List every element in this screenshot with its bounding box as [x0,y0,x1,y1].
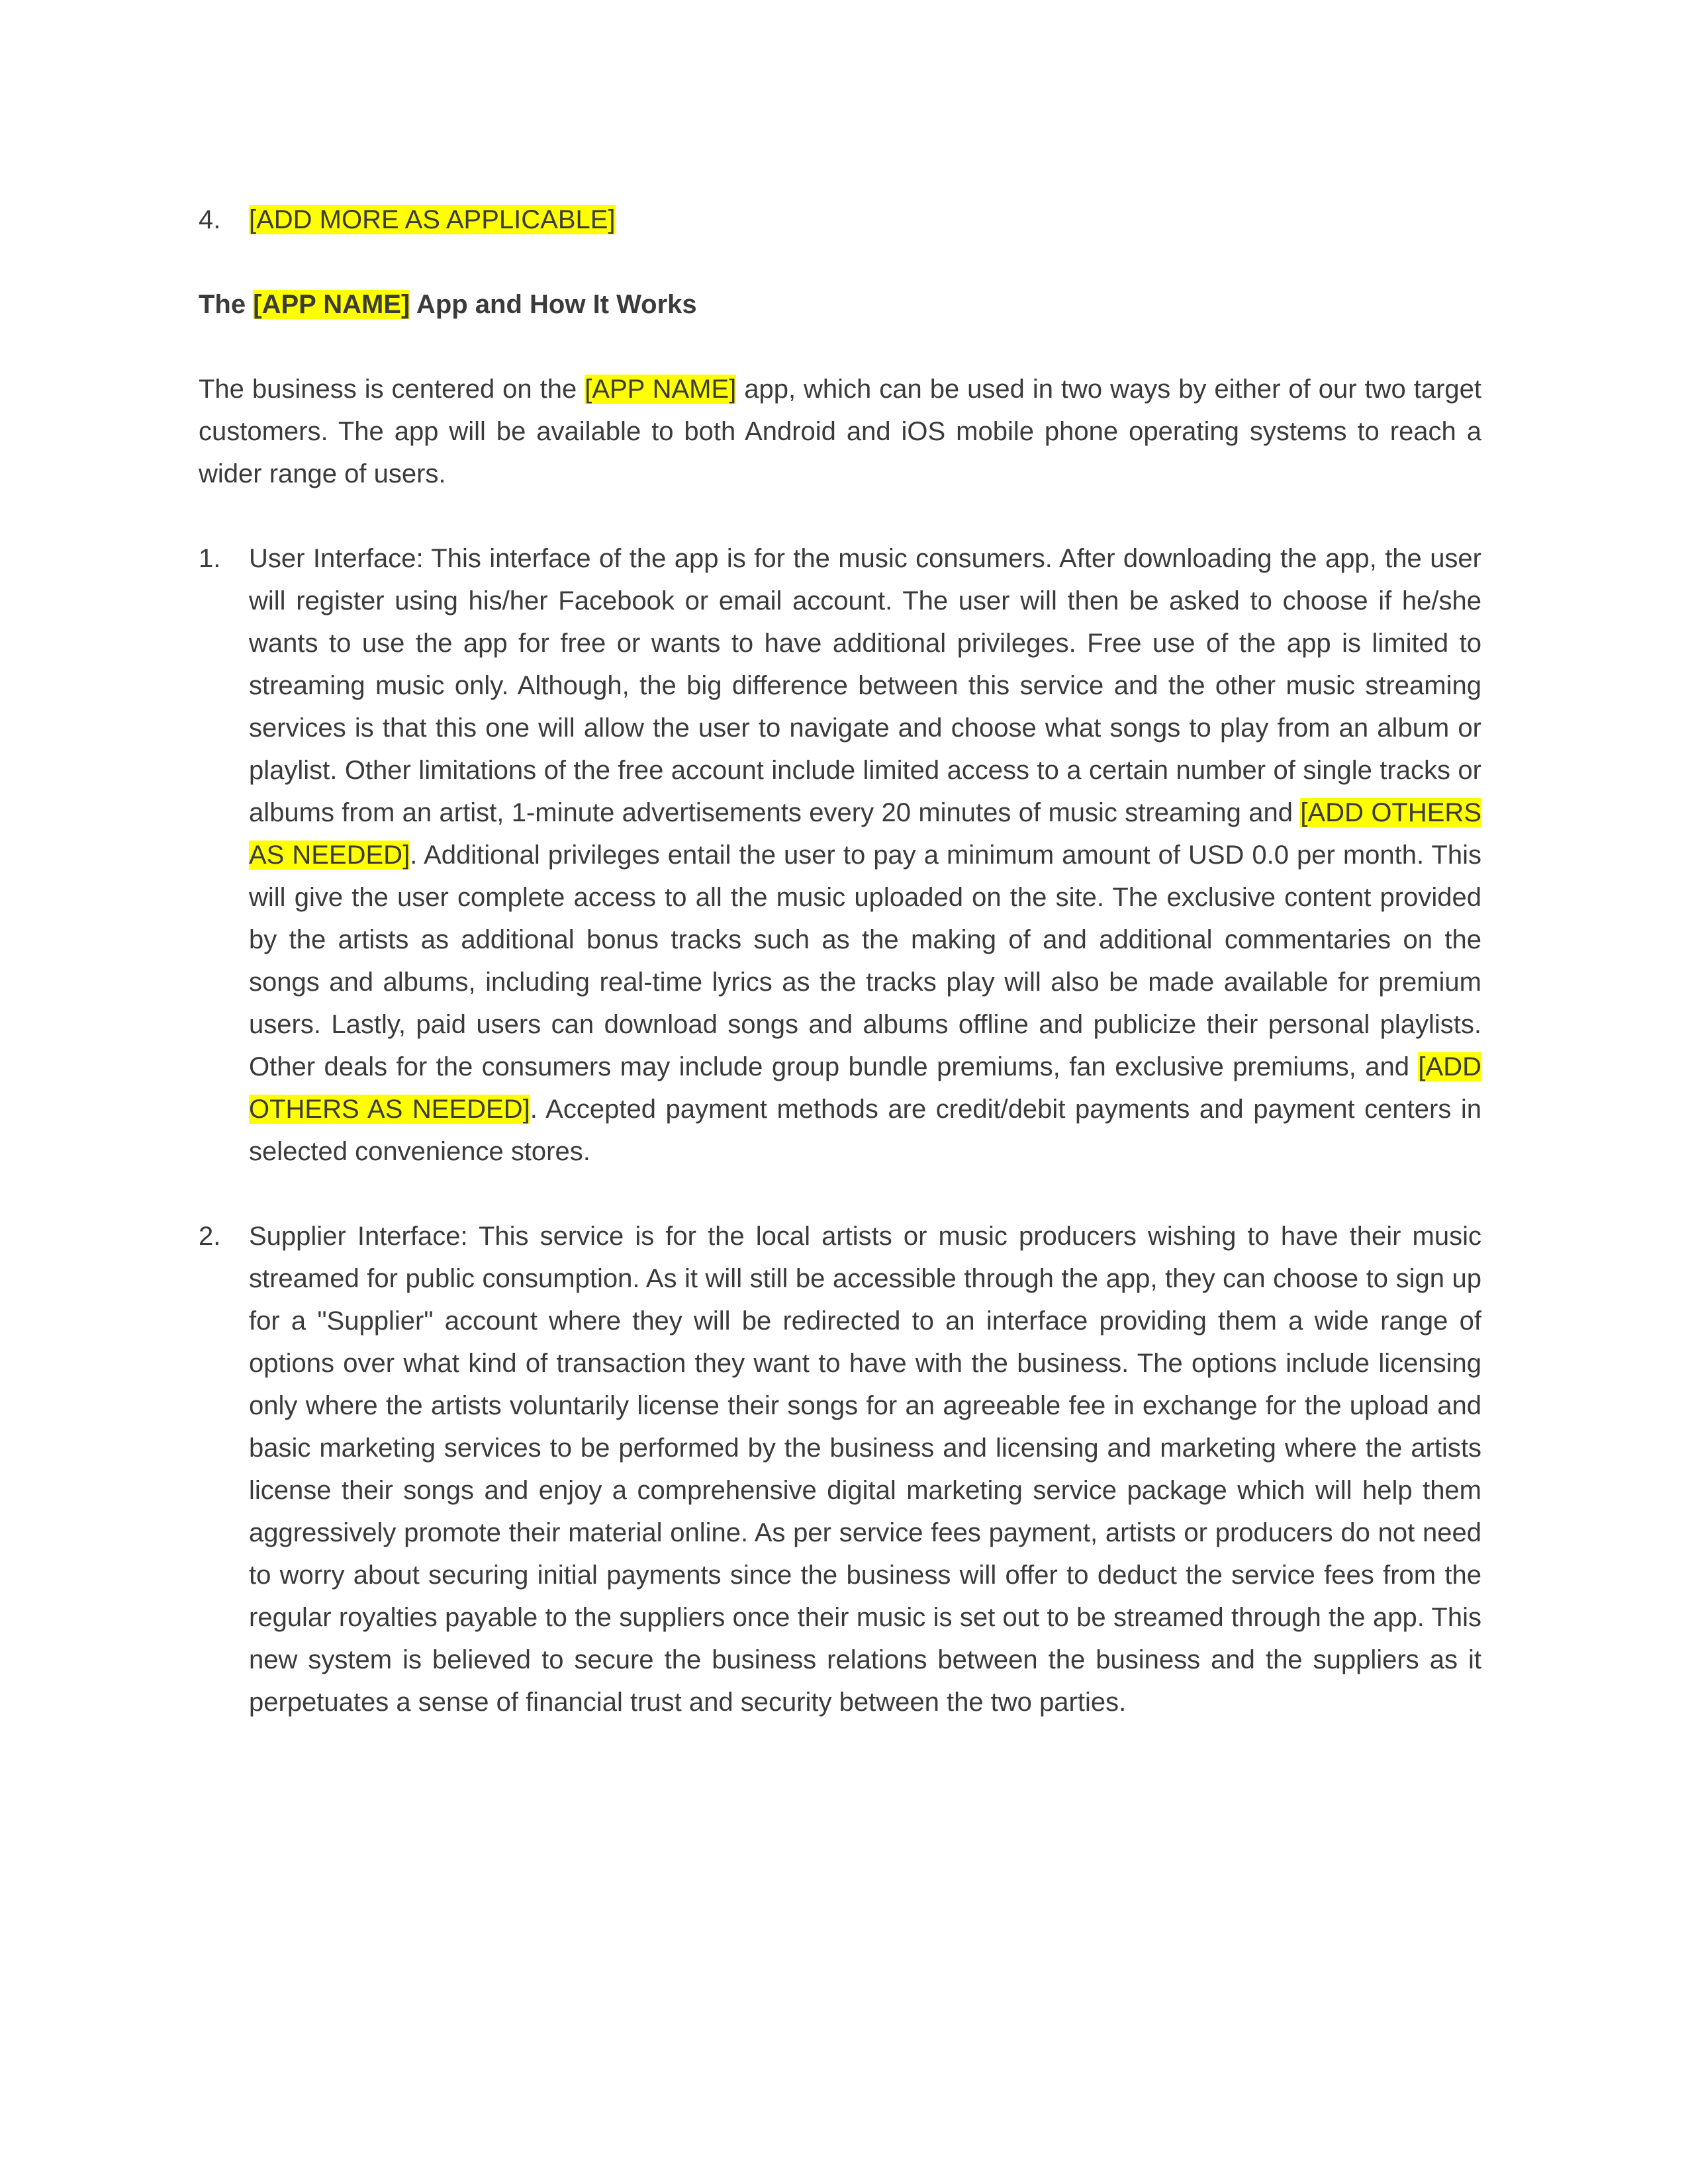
list-item-user-interface [199,537,1481,1173]
placeholder-highlight: [ADD MORE AS APPLICABLE] [249,205,616,234]
section-heading [199,283,1481,326]
list-item-4 [199,199,1481,241]
intro-text-pre: The business is centered on the [199,375,585,404]
intro-paragraph [199,368,1481,495]
intro-text-post: app, which can be used in two ways by either of our two target customers. The app will be available to both Android and iOS mobile phone operating systems to reach a wider range of users. [199,375,1482,488]
app-name-placeholder: [APP NAME] [585,375,737,404]
heading-text-pre: The [199,290,254,319]
list-item-text: User Interface: This interface of the app is for the music consumers. After downloading the app, the user will register using his/her Facebook or email account. The user will then be asked to choose if he/she wants to use the app for free or wants to have additional privileges. Free use of the app is limited to streaming music only. Although, the big difference between this service and the other music streaming services is that this one will allow the user to navigate and choose what songs to play from an album or playlist. Other limitations of the free account include limited access to a certain number of single tracks or albums from an artist, 1-minute advertisements every 20 minutes of music streaming and [249,544,1481,827]
document-page [199,199,1481,1723]
list-number: 1. [199,544,221,573]
list-number: 4. [199,205,221,234]
list-number: 2. [199,1222,221,1251]
heading-text-post: App and How It Works [410,290,697,319]
placeholder-highlight: [ADD OTHERS AS NEEDED] [249,1052,1481,1124]
placeholder-highlight: [ADD OTHERS AS NEEDED] [249,798,1482,870]
list-item-supplier-interface [199,1215,1481,1723]
list-item-text: Supplier Interface: This service is for the local artists or music producers wishing to have their music streamed for public consumption. As it will still be accessible through the app, they can choose to sign up for a "Supplier" account where they will be redirected to an interface providing them a wide range of options over what kind of transaction they want to have with the business. The options include licensing only where the artists voluntarily license their songs for an agreeable fee in exchange for the upload and basic marketing services to be performed by the business and licensing and marketing where the artists license their songs and enjoy a comprehensive digital marketing service package which will help them aggressively promote their material online. As per service fees payment, artists or producers do not need to worry about securing initial payments since the business will offer to deduct the service fees from the regular royalties payable to the suppliers once their music is set out to be streamed through the app. This new system is believed to secure the business relations between the business and the suppliers as it perpetuates a sense of financial trust and security between the two parties. [249,1222,1481,1717]
list-item-text: . Accepted payment methods are credit/debit payments and payment centers in selected convenience stores. [249,1095,1481,1166]
list-item-text: . Additional privileges entail the user to pay a minimum amount of USD 0.0 per month. This will give the user complete access to all the music uploaded on the site. The exclusive content provided by the artists as additional bonus tracks such as the making of and additional commentaries on the songs and albums, including real-time lyrics as the tracks play will also be made available for premium users. Lastly, paid users can download songs and albums offline and publicize their personal playlists. Other deals for the consumers may include group bundle premiums, fan exclusive premiums, and [249,841,1481,1081]
app-name-placeholder: [APP NAME] [253,290,410,319]
